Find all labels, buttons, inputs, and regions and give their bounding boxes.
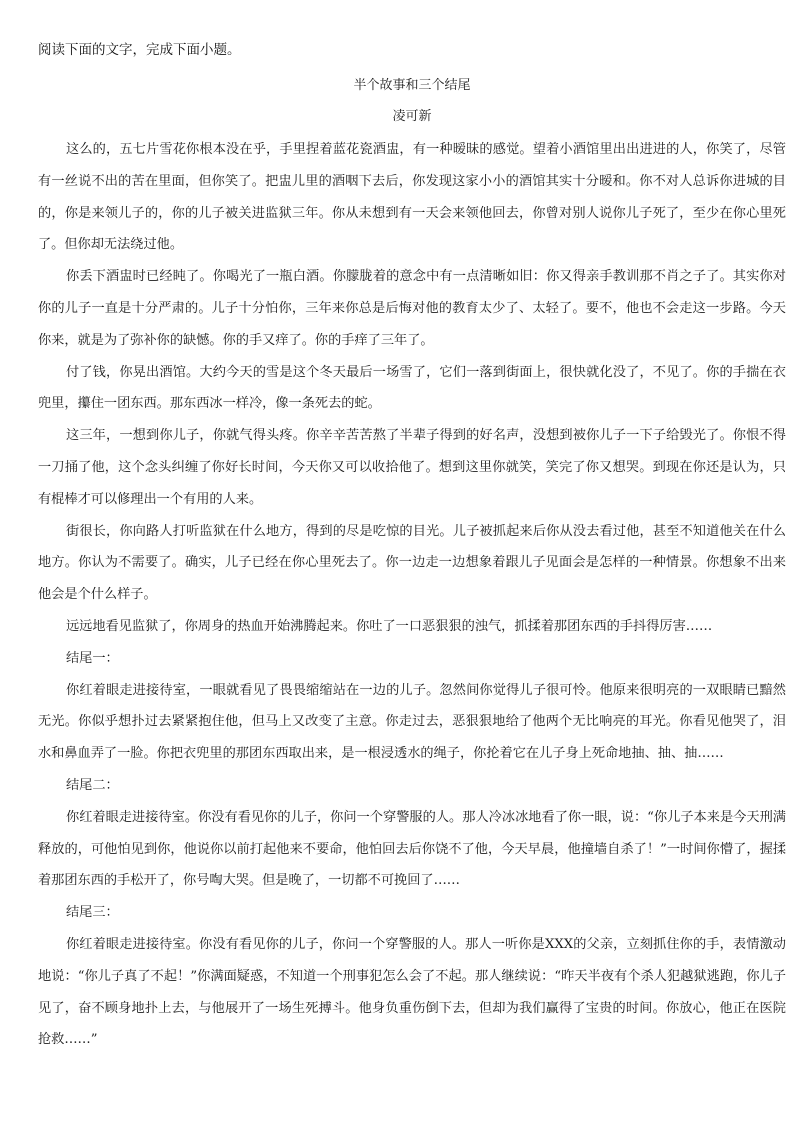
story-paragraph: 这么的，五七片雪花你根本没在乎，手里捏着蓝花瓷酒盅，有一种暧昧的感觉。望着小酒馆里出出进进的人，你笑了，尽管有一丝说不出的苦在里面，但你笑了。把盅儿里的酒咽下去后，你发现这家小小的酒馆其实十分暧和。你不对人总诉你进城的目的，你是来领儿子的，你的儿子被关进监狱三年。你从未想到有一天会来领他回去，你曾对别人说你儿子死了，至少在你心里死了。但你却无法绕过他。 <box>38 142 786 253</box>
ending-three-heading: 结尾三： <box>66 905 119 921</box>
ending-one-text: 你红着眼走进接待室，一眼就看见了畏畏缩缩站在一边的儿子。忽然间你觉得儿子很可怜。他原来很明亮的一双眼睛已黯然无光。你似乎想扑过去紧紧抱住他，但马上又改变了主意。你走过去，恶狠狠地给了他两个无比响亮的耳光。你看见他哭了，泪水和鼻血弄了一脸。你把衣兜里的那团东西取出来，是一根浸透水的绳子，你抡着它在儿子身上死命地抽、抽、抽…… <box>38 682 786 762</box>
story-paragraph: 街很长，你向路人打听监狱在什么地方，得到的尽是吃惊的目光。儿子被抓起来后你从没去看过他，甚至不知道他关在什么地方。你认为不需要了。确实，儿子已经在你心里死去了。你一边走一边想象着跟儿子见面会是怎样的一种情景。你想象不出来他会是个什么样子。 <box>38 523 786 603</box>
story-paragraph: 付了钱，你晃出酒馆。大约今天的雪是这个冬天最后一场雪了，它们一落到街面上，很快就化没了，不见了。你的手揣在衣兜里，攥住一团东西。那东西冰一样冷，像一条死去的蛇。 <box>38 364 786 412</box>
story-paragraph: 你丢下酒盅时已经盹了。你喝光了一瓶白酒。你朦胧着的意念中有一点清晰如旧：你又得亲手教训那不肖之子了。其实你对你的儿子一直是十分严肃的。儿子十分怕你，三年来你总是后悔对他的教育太少了、太轻了。要不，他也不会走这一步路。今天你来，就是为了弥补你的缺憾。你的手又痒了。你的手痒了三年了。 <box>38 269 786 348</box>
story-author: 凌可新 <box>392 109 432 124</box>
ending-one-heading: 结尾一： <box>66 650 119 666</box>
story-title: 半个故事和三个结尾 <box>353 78 471 93</box>
story-paragraph: 这三年，一想到你儿子，你就气得头疼。你辛辛苦苦熬了半辈子得到的好名声，没想到被你儿子一下子给毁光了。你恨不得一刀捅了他，这个念头纠缠了你好长时间，今天你又可以收拾他了。想到这里你就笑，笑完了你又想哭。到现在你还是认为，只有棍棒才可以修理出一个有用的人来。 <box>38 428 786 507</box>
ending-two-text: 你红着眼走进接待室。你没有看见你的儿子，你问一个穿警服的人。那人冷冰冰地看了你一眼，说：“你儿子本来是今天刑满释放的，可他怕见到你，他说你以前打起他来不要命，他怕回去后你饶不了他，今天早晨，他撞墙自杀了！”一时间你懵了，握揉着那团东西的手松开了，你号啕大哭。但是晚了，一切都不可挽回了…… <box>38 809 786 889</box>
document-page <box>38 40 786 1056</box>
ending-two-heading: 结尾二： <box>66 777 119 793</box>
ending-three-text: 你红着眼走进接待室。你没有看见你的儿子，你问一个穿警服的人。那人一听你是XXX的父亲，立刻抓住你的手，表情激动地说：“你儿子真了不起！”你满面疑惑，不知道一个刑事犯怎么会了不起。那人继续说：“昨天半夜有个杀人犯越狱逃跑，你儿子见了，奋不顾身地扑上去，与他展开了一场生死搏斗。他身负重伤倒下去，但却为我们赢得了宝贵的时间。你放心，他正在医院抢救……” <box>38 936 786 1048</box>
instruction-text: 阅读下面的文字，完成下面小题。 <box>38 42 241 58</box>
story-paragraph: 远远地看见监狱了，你周身的热血开始沸腾起来。你吐了一口恶狠狠的浊气，抓揉着那团东西的手抖得厉害…… <box>66 618 713 634</box>
